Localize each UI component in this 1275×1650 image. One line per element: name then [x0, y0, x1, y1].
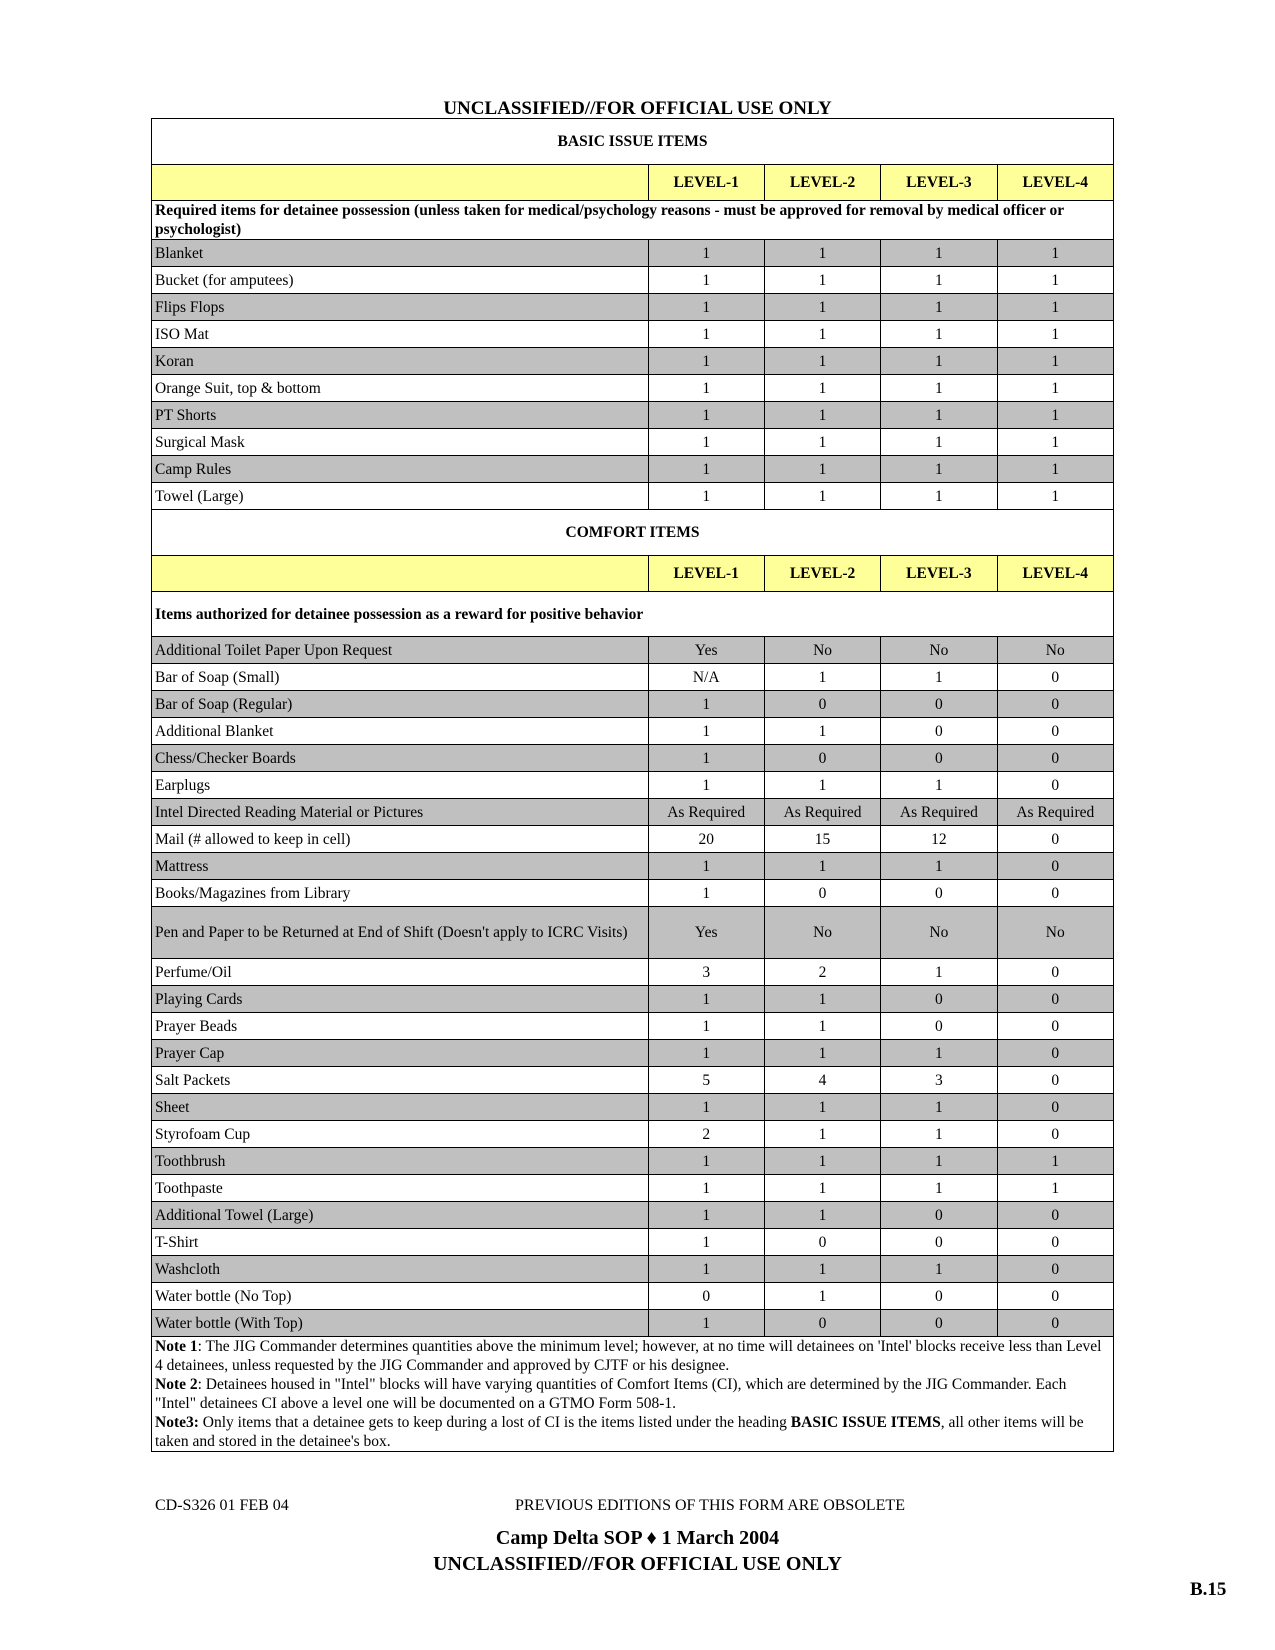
- table-row: [152, 456, 1114, 483]
- level-2-value: 0: [764, 880, 880, 907]
- level-4-value: 0: [997, 853, 1113, 880]
- level-1-value: 1: [648, 772, 764, 799]
- level-4-value: 1: [997, 456, 1113, 483]
- header-blank-cell: [152, 556, 649, 592]
- table-row: [152, 799, 1114, 826]
- table-row: [152, 1283, 1114, 1310]
- level-3-value: 0: [881, 986, 997, 1013]
- level-2-value: 1: [764, 429, 880, 456]
- table-row: [152, 691, 1114, 718]
- level-3-value: 1: [881, 483, 997, 510]
- level-2-value: 1: [764, 718, 880, 745]
- level-4-value: No: [997, 637, 1113, 664]
- level-4-value: 0: [997, 1202, 1113, 1229]
- note-1-text: : The JIG Commander determines quantities above the minimum level; however, at no time will detainees on 'Intel' blocks receive less than Level 4 detainees, unless requested by the JIG Commander and approved by CJTF or his designee.: [155, 1338, 1102, 1374]
- table-row: [152, 1256, 1114, 1283]
- table-row: [152, 348, 1114, 375]
- level-2-value: 1: [764, 1148, 880, 1175]
- level-2-value: 1: [764, 402, 880, 429]
- basic-level-3-header: LEVEL-3: [881, 165, 997, 201]
- table-row: [152, 429, 1114, 456]
- level-1-value: 1: [648, 880, 764, 907]
- table-row: [152, 718, 1114, 745]
- comfort-items-description: Items authorized for detainee possession as a reward for positive behavior: [152, 592, 1114, 637]
- basic-level-2-header: LEVEL-2: [764, 165, 880, 201]
- level-1-value: 1: [648, 1148, 764, 1175]
- level-4-value: 1: [997, 321, 1113, 348]
- level-2-value: 1: [764, 986, 880, 1013]
- level-1-value: 1: [648, 1094, 764, 1121]
- level-3-value: 1: [881, 1121, 997, 1148]
- level-1-value: 1: [648, 321, 764, 348]
- level-3-value: 1: [881, 429, 997, 456]
- level-3-value: 0: [881, 1013, 997, 1040]
- item-name: Washcloth: [152, 1256, 649, 1283]
- item-name: Surgical Mask: [152, 429, 649, 456]
- basic-level-4-header: LEVEL-4: [997, 165, 1113, 201]
- level-3-value: 3: [881, 1067, 997, 1094]
- table-row: [152, 1148, 1114, 1175]
- level-1-value: 1: [648, 1256, 764, 1283]
- item-name: Pen and Paper to be Returned at End of Shift (Doesn't apply to ICRC Visits): [152, 907, 649, 959]
- level-2-value: 1: [764, 1283, 880, 1310]
- level-4-value: 0: [997, 959, 1113, 986]
- sop-title: Camp Delta SOP ♦ 1 March 2004: [495, 1527, 780, 1549]
- level-3-value: 1: [881, 267, 997, 294]
- issue-items-table: [151, 118, 1114, 1452]
- table-row: [152, 267, 1114, 294]
- level-2-value: As Required: [764, 799, 880, 826]
- classification-header: UNCLASSIFIED//FOR OFFICIAL USE ONLY: [443, 98, 832, 119]
- level-1-value: 1: [648, 1229, 764, 1256]
- level-1-value: 1: [648, 718, 764, 745]
- level-3-value: 1: [881, 853, 997, 880]
- item-name: Flips Flops: [152, 294, 649, 321]
- level-2-value: 1: [764, 1256, 880, 1283]
- note-2-text: : Detainees housed in "Intel" blocks will have varying quantities of Comfort Items (CI), which are determined by the JIG Commander. Each "Intel" detainees CI above a level one will be documented on a GTMO Form 508-1.: [155, 1376, 1067, 1412]
- item-name: Earplugs: [152, 772, 649, 799]
- item-name: Camp Rules: [152, 456, 649, 483]
- item-name: Styrofoam Cup: [152, 1121, 649, 1148]
- level-3-value: 1: [881, 959, 997, 986]
- item-name: Bar of Soap (Regular): [152, 691, 649, 718]
- level-1-value: 1: [648, 691, 764, 718]
- level-3-value: 0: [881, 1283, 997, 1310]
- level-1-value: 1: [648, 348, 764, 375]
- item-name: Orange Suit, top & bottom: [152, 375, 649, 402]
- level-1-value: 1: [648, 240, 764, 267]
- level-2-value: 1: [764, 772, 880, 799]
- table-row: [152, 1202, 1114, 1229]
- level-4-value: 1: [997, 267, 1113, 294]
- level-3-value: As Required: [881, 799, 997, 826]
- level-2-value: 15: [764, 826, 880, 853]
- basic-level-1-header: LEVEL-1: [648, 165, 764, 201]
- form-code: CD-S326 01 FEB 04: [155, 1497, 289, 1514]
- level-1-value: 1: [648, 1175, 764, 1202]
- level-3-value: 12: [881, 826, 997, 853]
- level-1-value: 1: [648, 402, 764, 429]
- level-4-value: 0: [997, 1121, 1113, 1148]
- table-row: [152, 880, 1114, 907]
- comfort-items-title: COMFORT ITEMS: [152, 510, 1114, 556]
- level-2-value: 1: [764, 1094, 880, 1121]
- item-name: ISO Mat: [152, 321, 649, 348]
- item-name: Salt Packets: [152, 1067, 649, 1094]
- level-2-value: 2: [764, 959, 880, 986]
- level-3-value: 1: [881, 456, 997, 483]
- level-2-value: 0: [764, 1229, 880, 1256]
- basic-issue-description: Required items for detainee possession (unless taken for medical/psychology reasons - must be approved for removal by medical officer or psychologist): [152, 201, 1114, 240]
- level-2-value: 1: [764, 1121, 880, 1148]
- comfort-level-4-header: LEVEL-4: [997, 556, 1113, 592]
- level-2-value: 0: [764, 691, 880, 718]
- level-2-value: 1: [764, 267, 880, 294]
- level-3-value: 1: [881, 1175, 997, 1202]
- level-4-value: 0: [997, 1283, 1113, 1310]
- level-2-value: 1: [764, 664, 880, 691]
- level-3-value: 1: [881, 321, 997, 348]
- level-2-value: 1: [764, 853, 880, 880]
- table-row: [152, 1040, 1114, 1067]
- item-name: Bucket (for amputees): [152, 267, 649, 294]
- note-3-text-end: , all other items will be taken and stored in the detainee's box.: [155, 1414, 1084, 1450]
- basic-issue-title: BASIC ISSUE ITEMS: [152, 119, 1114, 165]
- level-3-value: 1: [881, 402, 997, 429]
- item-name: Perfume/Oil: [152, 959, 649, 986]
- level-4-value: 0: [997, 1229, 1113, 1256]
- level-2-value: 0: [764, 1310, 880, 1337]
- item-name: Toothpaste: [152, 1175, 649, 1202]
- level-4-value: 1: [997, 348, 1113, 375]
- level-1-value: 20: [648, 826, 764, 853]
- comfort-items-list: [152, 637, 1114, 1337]
- item-name: Additional Towel (Large): [152, 1202, 649, 1229]
- item-name: Bar of Soap (Small): [152, 664, 649, 691]
- comfort-section: [152, 510, 1114, 637]
- level-4-value: 0: [997, 986, 1113, 1013]
- level-2-value: 1: [764, 294, 880, 321]
- level-4-value: 0: [997, 745, 1113, 772]
- level-3-value: 0: [881, 1202, 997, 1229]
- notes-section: [152, 1337, 1114, 1452]
- level-2-value: 1: [764, 456, 880, 483]
- level-3-value: 1: [881, 375, 997, 402]
- level-1-value: 0: [648, 1283, 764, 1310]
- basic-issue-section: [152, 119, 1114, 240]
- item-name: Water bottle (With Top): [152, 1310, 649, 1337]
- table-row: [152, 1067, 1114, 1094]
- level-4-value: 0: [997, 664, 1113, 691]
- level-3-value: 1: [881, 1040, 997, 1067]
- level-1-value: N/A: [648, 664, 764, 691]
- level-4-value: 0: [997, 880, 1113, 907]
- level-4-value: 0: [997, 1013, 1113, 1040]
- table-row: [152, 240, 1114, 267]
- level-3-value: 1: [881, 240, 997, 267]
- table-row: [152, 826, 1114, 853]
- table-row: [152, 745, 1114, 772]
- level-3-value: 0: [881, 745, 997, 772]
- item-name: Toothbrush: [152, 1148, 649, 1175]
- level-4-value: 1: [997, 1148, 1113, 1175]
- table-row: [152, 959, 1114, 986]
- obsolete-notice: PREVIOUS EDITIONS OF THIS FORM ARE OBSOLETE: [515, 1497, 905, 1514]
- note-2-label: Note 2: [155, 1376, 198, 1393]
- level-2-value: No: [764, 637, 880, 664]
- level-4-value: No: [997, 907, 1113, 959]
- level-4-value: 1: [997, 294, 1113, 321]
- level-4-value: 0: [997, 1310, 1113, 1337]
- table-row: [152, 1013, 1114, 1040]
- level-3-value: No: [881, 637, 997, 664]
- level-1-value: 1: [648, 1013, 764, 1040]
- level-2-value: 1: [764, 1040, 880, 1067]
- level-3-value: 1: [881, 294, 997, 321]
- table-row: [152, 664, 1114, 691]
- level-4-value: 0: [997, 1256, 1113, 1283]
- level-1-value: 1: [648, 1310, 764, 1337]
- level-4-value: 1: [997, 240, 1113, 267]
- level-1-value: 3: [648, 959, 764, 986]
- level-2-value: 1: [764, 1175, 880, 1202]
- level-1-value: Yes: [648, 907, 764, 959]
- level-4-value: As Required: [997, 799, 1113, 826]
- level-1-value: 1: [648, 429, 764, 456]
- item-name: Prayer Beads: [152, 1013, 649, 1040]
- level-3-value: 1: [881, 664, 997, 691]
- level-3-value: 0: [881, 1310, 997, 1337]
- table-row: [152, 853, 1114, 880]
- level-4-value: 0: [997, 718, 1113, 745]
- table-row: [152, 907, 1114, 959]
- item-name: Water bottle (No Top): [152, 1283, 649, 1310]
- item-name: Mail (# allowed to keep in cell): [152, 826, 649, 853]
- level-2-value: 0: [764, 745, 880, 772]
- item-name: Playing Cards: [152, 986, 649, 1013]
- item-name: Chess/Checker Boards: [152, 745, 649, 772]
- item-name: Additional Toilet Paper Upon Request: [152, 637, 649, 664]
- level-4-value: 0: [997, 691, 1113, 718]
- level-3-value: 0: [881, 691, 997, 718]
- level-2-value: 1: [764, 1013, 880, 1040]
- table-row: [152, 1310, 1114, 1337]
- table-row: [152, 321, 1114, 348]
- level-1-value: Yes: [648, 637, 764, 664]
- level-1-value: 1: [648, 986, 764, 1013]
- level-4-value: 0: [997, 1094, 1113, 1121]
- table-row: [152, 375, 1114, 402]
- item-name: Books/Magazines from Library: [152, 880, 649, 907]
- item-name: Towel (Large): [152, 483, 649, 510]
- level-2-value: 1: [764, 483, 880, 510]
- level-2-value: 1: [764, 1202, 880, 1229]
- level-1-value: 1: [648, 853, 764, 880]
- note-1-label: Note 1: [155, 1338, 198, 1355]
- level-2-value: 4: [764, 1067, 880, 1094]
- comfort-level-2-header: LEVEL-2: [764, 556, 880, 592]
- table-row: [152, 1121, 1114, 1148]
- note-3-text: Only items that a detainee gets to keep during a lost of CI is the items listed under the heading: [198, 1414, 791, 1431]
- comfort-level-1-header: LEVEL-1: [648, 556, 764, 592]
- header-blank-cell: [152, 165, 649, 201]
- table-row: [152, 1229, 1114, 1256]
- classification-footer: UNCLASSIFIED//FOR OFFICIAL USE ONLY: [433, 1553, 842, 1575]
- level-4-value: 0: [997, 1067, 1113, 1094]
- table-row: [152, 1094, 1114, 1121]
- table-row: [152, 483, 1114, 510]
- level-1-value: 1: [648, 456, 764, 483]
- table-row: [152, 1175, 1114, 1202]
- table-row: [152, 772, 1114, 799]
- item-name: Koran: [152, 348, 649, 375]
- level-4-value: 1: [997, 402, 1113, 429]
- level-1-value: 1: [648, 1202, 764, 1229]
- item-name: Sheet: [152, 1094, 649, 1121]
- level-1-value: 1: [648, 1040, 764, 1067]
- item-name: Prayer Cap: [152, 1040, 649, 1067]
- level-3-value: 0: [881, 880, 997, 907]
- basic-issue-items: [152, 240, 1114, 510]
- level-1-value: 1: [648, 267, 764, 294]
- level-1-value: 1: [648, 375, 764, 402]
- item-name: Blanket: [152, 240, 649, 267]
- item-name: PT Shorts: [152, 402, 649, 429]
- notes-cell: [152, 1337, 1114, 1452]
- level-1-value: 1: [648, 745, 764, 772]
- level-2-value: No: [764, 907, 880, 959]
- level-3-value: 1: [881, 1148, 997, 1175]
- table-row: [152, 402, 1114, 429]
- level-4-value: 1: [997, 375, 1113, 402]
- level-3-value: 0: [881, 718, 997, 745]
- level-1-value: 5: [648, 1067, 764, 1094]
- table-row: [152, 986, 1114, 1013]
- level-4-value: 0: [997, 772, 1113, 799]
- item-name: Mattress: [152, 853, 649, 880]
- page-number: B.15: [1190, 1579, 1227, 1600]
- level-2-value: 1: [764, 375, 880, 402]
- level-3-value: 1: [881, 1094, 997, 1121]
- note-3-emphasis: BASIC ISSUE ITEMS: [790, 1414, 941, 1431]
- item-name: Additional Blanket: [152, 718, 649, 745]
- note-3-label: Note3:: [155, 1414, 199, 1431]
- level-1-value: 2: [648, 1121, 764, 1148]
- level-3-value: No: [881, 907, 997, 959]
- item-name: Intel Directed Reading Material or Pictures: [152, 799, 649, 826]
- level-1-value: 1: [648, 483, 764, 510]
- level-2-value: 1: [764, 321, 880, 348]
- level-4-value: 0: [997, 826, 1113, 853]
- item-name: T-Shirt: [152, 1229, 649, 1256]
- table-row: [152, 294, 1114, 321]
- level-2-value: 1: [764, 348, 880, 375]
- level-3-value: 0: [881, 1229, 997, 1256]
- comfort-level-3-header: LEVEL-3: [881, 556, 997, 592]
- level-3-value: 1: [881, 772, 997, 799]
- level-4-value: 1: [997, 483, 1113, 510]
- level-1-value: 1: [648, 294, 764, 321]
- level-4-value: 1: [997, 429, 1113, 456]
- level-4-value: 1: [997, 1175, 1113, 1202]
- table-row: [152, 637, 1114, 664]
- level-4-value: 0: [997, 1040, 1113, 1067]
- level-3-value: 1: [881, 348, 997, 375]
- level-3-value: 1: [881, 1256, 997, 1283]
- level-2-value: 1: [764, 240, 880, 267]
- level-1-value: As Required: [648, 799, 764, 826]
